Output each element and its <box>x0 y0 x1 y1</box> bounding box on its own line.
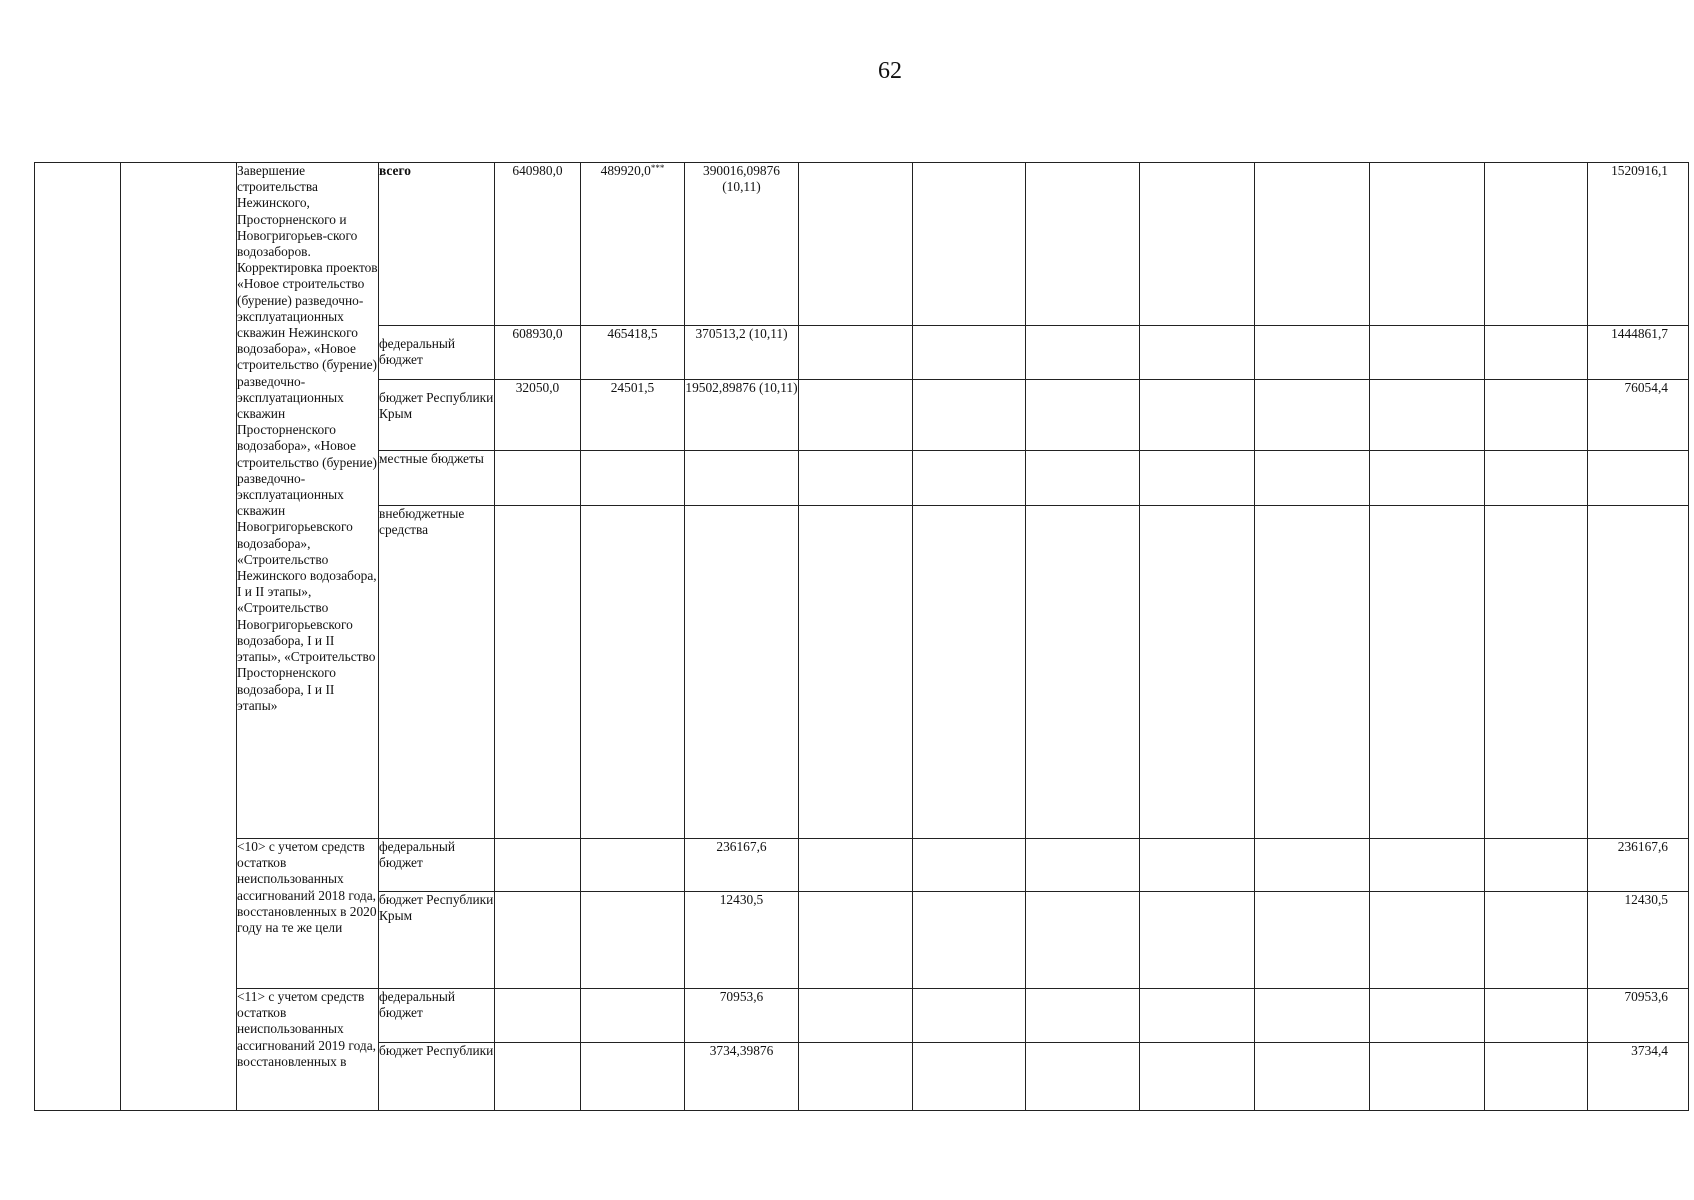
empty-cell <box>121 163 237 1111</box>
empty-cell <box>913 839 1026 892</box>
table-row <box>35 989 1689 1043</box>
value-cell <box>581 1043 685 1111</box>
value-cell <box>685 506 799 839</box>
empty-cell <box>1370 451 1485 506</box>
empty-cell <box>1485 451 1588 506</box>
empty-cell <box>799 892 913 989</box>
source-cell: всего <box>379 163 495 326</box>
empty-cell <box>799 451 913 506</box>
value-cell <box>495 1043 581 1111</box>
empty-cell <box>1140 163 1255 326</box>
empty-cell <box>1140 989 1255 1043</box>
footnote-mark: *** <box>650 163 665 173</box>
empty-cell <box>1370 839 1485 892</box>
value-cell: 24501,5 <box>581 380 685 451</box>
empty-cell <box>1255 839 1370 892</box>
total-cell: 1444861,7 <box>1588 326 1689 380</box>
value-cell <box>581 506 685 839</box>
empty-cell <box>1370 163 1485 326</box>
empty-cell <box>1140 506 1255 839</box>
empty-cell <box>913 506 1026 839</box>
value-cell <box>581 892 685 989</box>
empty-cell <box>1485 892 1588 989</box>
description-cell: <10> с учетом средств остатков неиспользованных ассигнований 2018 года, восстановленных в 2020 году на те же цели <box>237 839 379 989</box>
empty-cell <box>1026 1043 1140 1111</box>
empty-cell <box>1255 989 1370 1043</box>
total-cell: 12430,5 <box>1588 892 1689 989</box>
source-cell: внебюджетные средства <box>379 506 495 839</box>
value-cell: 370513,2 (10,11) <box>685 326 799 380</box>
value-cell: 608930,0 <box>495 326 581 380</box>
total-cell: 70953,6 <box>1588 989 1689 1043</box>
empty-cell <box>1485 839 1588 892</box>
value-cell <box>581 163 685 326</box>
empty-cell <box>1026 989 1140 1043</box>
empty-cell <box>1370 506 1485 839</box>
value-cell: 12430,5 <box>685 892 799 989</box>
empty-cell <box>913 989 1026 1043</box>
value-cell <box>685 451 799 506</box>
empty-cell <box>1140 1043 1255 1111</box>
empty-cell <box>1255 380 1370 451</box>
empty-cell <box>913 380 1026 451</box>
value-text: 489920,0 <box>600 163 651 178</box>
empty-cell <box>1255 451 1370 506</box>
total-cell <box>1588 506 1689 839</box>
empty-cell <box>799 380 913 451</box>
empty-cell <box>1026 506 1140 839</box>
total-cell: 3734,4 <box>1588 1043 1689 1111</box>
empty-cell <box>1140 380 1255 451</box>
empty-cell <box>799 326 913 380</box>
value-cell: 236167,6 <box>685 839 799 892</box>
table-row <box>35 163 1689 326</box>
value-cell: 70953,6 <box>685 989 799 1043</box>
total-cell: 1520916,1 <box>1588 163 1689 326</box>
value-cell <box>581 451 685 506</box>
budget-table <box>34 162 1689 1111</box>
empty-cell <box>1026 839 1140 892</box>
empty-cell <box>1255 163 1370 326</box>
source-cell: бюджет Республики Крым <box>379 380 495 451</box>
value-cell: 390016,09876 (10,11) <box>685 163 799 326</box>
description-cell: Завершение строительства Нежинского, Просторненского и Новогригорьев-ского водозаборов. Корректировка проектов «Новое строительство (бурение) разведочно-эксплуатационных скважин Нежинского водозабора», «Новое строительство (бурение) разведочно-эксплуатационных скважин Просторненского водозабора», «Новое строительство (бурение) разведочно-эксплуатационных скважин Новогригорьевского водозабора», «Строительство Нежинского водозабора, I и II этапы», «Строительство Новогригорьевского водозабора, I и II этапы», «Строительство Просторненского водозабора, I и II этапы» <box>237 163 379 839</box>
source-cell: федеральный бюджет <box>379 839 495 892</box>
source-cell: федеральный бюджет <box>379 326 495 380</box>
total-cell: 76054,4 <box>1588 380 1689 451</box>
value-cell: 640980,0 <box>495 163 581 326</box>
empty-cell <box>913 326 1026 380</box>
value-cell: 19502,89876 (10,11) <box>685 380 799 451</box>
empty-cell <box>913 451 1026 506</box>
empty-cell <box>1026 451 1140 506</box>
value-cell <box>495 892 581 989</box>
source-cell: местные бюджеты <box>379 451 495 506</box>
table-row <box>35 839 1689 892</box>
value-cell <box>495 506 581 839</box>
empty-cell <box>799 989 913 1043</box>
empty-cell <box>1140 839 1255 892</box>
source-cell: бюджет Республики Крым <box>379 892 495 989</box>
empty-cell <box>1255 506 1370 839</box>
empty-cell <box>1140 451 1255 506</box>
total-cell: 236167,6 <box>1588 839 1689 892</box>
empty-cell <box>1370 1043 1485 1111</box>
empty-cell <box>799 1043 913 1111</box>
empty-cell <box>1026 163 1140 326</box>
empty-cell <box>1485 163 1588 326</box>
empty-cell <box>1485 506 1588 839</box>
empty-cell <box>913 1043 1026 1111</box>
total-cell <box>1588 451 1689 506</box>
empty-cell <box>1485 989 1588 1043</box>
value-cell <box>495 989 581 1043</box>
source-cell: бюджет Республики <box>379 1043 495 1111</box>
empty-cell <box>1026 892 1140 989</box>
value-cell: 465418,5 <box>581 326 685 380</box>
empty-cell <box>1140 326 1255 380</box>
empty-cell <box>913 892 1026 989</box>
empty-cell <box>1140 892 1255 989</box>
empty-cell <box>1370 989 1485 1043</box>
value-cell <box>581 989 685 1043</box>
empty-cell <box>1255 326 1370 380</box>
empty-cell <box>35 163 121 1111</box>
source-cell: федеральный бюджет <box>379 989 495 1043</box>
value-cell <box>495 839 581 892</box>
empty-cell <box>1026 380 1140 451</box>
value-cell: 3734,39876 <box>685 1043 799 1111</box>
empty-cell <box>1370 892 1485 989</box>
empty-cell <box>1485 326 1588 380</box>
value-cell <box>495 451 581 506</box>
description-cell: <11> с учетом средств остатков неиспользованных ассигнований 2019 года, восстановленных в <box>237 989 379 1111</box>
empty-cell <box>799 506 913 839</box>
empty-cell <box>799 839 913 892</box>
empty-cell <box>1370 326 1485 380</box>
value-cell <box>581 839 685 892</box>
empty-cell <box>1370 380 1485 451</box>
empty-cell <box>1485 1043 1588 1111</box>
empty-cell <box>1026 326 1140 380</box>
empty-cell <box>799 163 913 326</box>
empty-cell <box>1255 892 1370 989</box>
value-cell: 32050,0 <box>495 380 581 451</box>
page-number: 62 <box>878 58 902 84</box>
empty-cell <box>1255 1043 1370 1111</box>
empty-cell <box>913 163 1026 326</box>
empty-cell <box>1485 380 1588 451</box>
